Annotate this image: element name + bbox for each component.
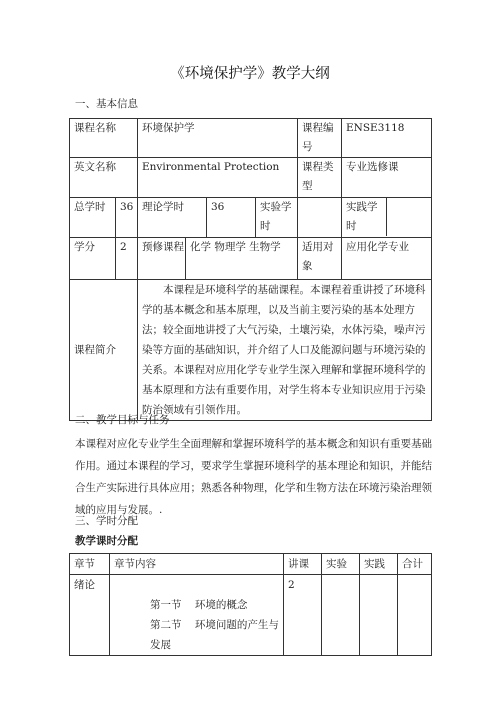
course-code-label: 课程编号 [298,119,342,158]
prereq-value: 化学 物理学 生物学 [186,238,298,280]
objectives-text: 本课程对应化专业学生全面理解和掌握环境科学的基本概念和知识有重要基础作用。通过本课程的学习，要求学生掌握环境科学的基本理论和知识，并能结合生产实际进行具体应用；熟悉各种物理，化学和生物方法在环境污染治理领域的应用与发展。. [75,438,432,516]
course-name-label: 课程名称 [70,119,138,158]
course-type-value: 专业选修课 [342,158,432,198]
section-heading-basic-info: 一、基本信息 [75,98,138,110]
table-row [70,575,432,656]
header-total: 合计 [398,554,432,575]
english-name-label: 英文名称 [70,158,138,198]
section-title: 环境问题的产生与发展 [150,619,279,651]
hours-table [69,553,432,656]
content-cell [110,575,284,656]
basic-info-table [69,118,432,421]
total-hours-cell [398,575,432,656]
list-item [114,615,283,655]
chapter-cell: 绪论 [70,575,110,656]
practice-hours-value [387,198,431,236]
header-practice: 实践 [360,554,398,575]
section-number: 第一节 [150,599,182,611]
total-hours-value: 36 [116,198,138,238]
practice-hours-cell [360,575,398,656]
lab-hours-value [298,198,342,238]
audience-label: 适用对象 [298,238,342,280]
course-name-value: 环境保护学 [138,119,298,158]
section-heading-objectives: 二、教学目标与任务 [75,414,170,426]
header-chapter: 章节 [70,554,110,575]
subheading-hours-allocation: 教学课时分配 [75,535,138,547]
section-title: 环境的概念 [194,599,248,611]
course-type-label: 课程类型 [298,158,342,198]
section-number: 第二节 [150,619,182,631]
lecture-hours-cell: 2 [284,575,322,656]
prereq-label: 预修课程 [138,238,186,280]
header-content: 章节内容 [110,554,284,575]
lab-hours-label: 实验学时 [256,198,298,238]
lab-hours-cell [322,575,360,656]
section-heading-hours: 三、学时分配 [75,515,138,527]
page-title: 《环境保护学》教学大纲 [170,66,330,82]
audience-value: 应用化学专业 [342,238,432,280]
theory-hours-label: 理论学时 [138,198,207,238]
header-lecture: 讲课 [284,554,322,575]
english-name-value: Environmental Protection [138,158,298,198]
hours-table-header [70,554,432,575]
intro-text: 本课程是环境科学的基础课程。本课程着重讲授了环境科学的基本概念和基本原理，以及当前主要污染的基本处理方法；较全面地讲授了大气污染，土壤污染，水体污染，噪声污染等方面的基础知识，并介绍了人口及能源问题与环境污染的关系。本课程对应用化学专业学生深入理解和掌握环境科学的基本原理和方法有重要作用，对学生将本专业知识应用于污染防治领域有引领作用。 [138,280,432,421]
practice-hours-label: 实践学时 [342,198,387,236]
credit-value: 2 [116,238,138,280]
total-hours-label: 总学时 [70,198,116,238]
header-lab: 实验 [322,554,360,575]
list-item [114,595,283,615]
credit-label: 学分 [70,238,116,280]
course-code-value: ENSE3118 [342,119,432,158]
intro-label: 课程简介 [70,280,138,421]
theory-hours-value: 36 [207,198,256,238]
